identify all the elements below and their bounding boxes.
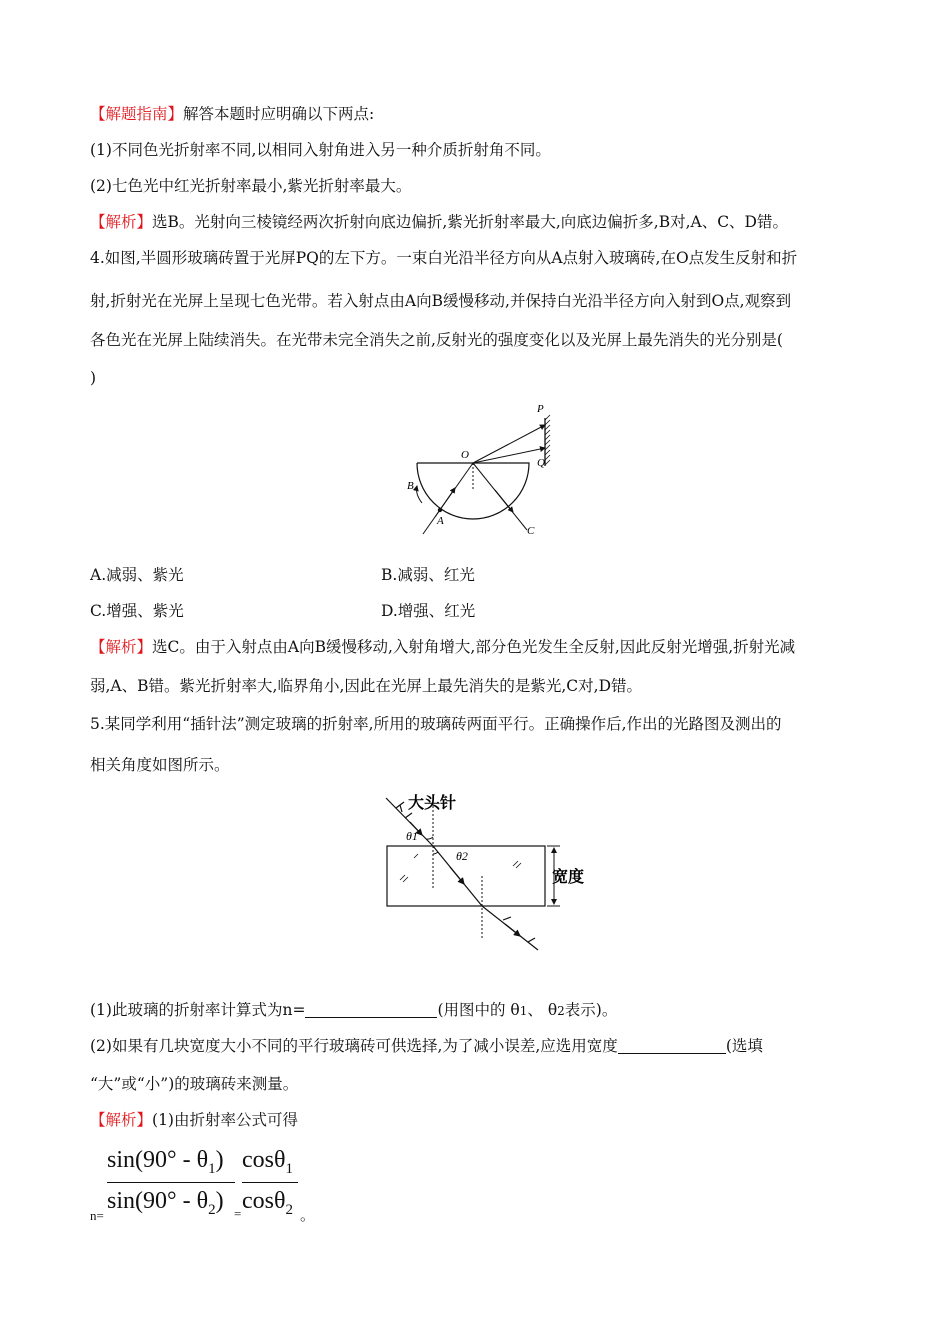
analysis-4-tag: 【解析】: [90, 638, 153, 656]
q4-line-3: 各色光在光屏上陆续消失。在光带未完全消失之前,反射光的强度变化以及光屏上最先消失的光分别是(: [90, 331, 783, 349]
hint-point-2: (2)七色光中红光折射率最小,紫光折射率最大。: [90, 177, 412, 195]
hint-tag: 【解题指南】: [90, 105, 184, 123]
ray-in-glass-arrow: [450, 867, 464, 884]
screen-hatch: [545, 415, 550, 465]
width-label: 宽度: [552, 867, 585, 886]
formula-period: 。: [300, 1206, 316, 1224]
incident-ray-arrow: [435, 488, 455, 517]
q5-sub1-sub2: 2: [557, 1004, 565, 1018]
hint-point-1: (1)不同色光折射率不同,以相同入射角进入另一种介质折射角不同。: [90, 141, 551, 159]
q4-line-4: ): [90, 369, 97, 387]
q5-sub1-suffix-c: 表示)。: [564, 1001, 618, 1019]
analysis-5: [90, 1110, 298, 1130]
formula-denominator-1: $\sin(90^\circ - \theta_2)$: [107, 1188, 224, 1218]
q5-line-1: 5.某同学利用“插针法”测定玻璃的折射率,所用的玻璃砖两面平行。正确操作后,作出的光路图及测出的: [90, 715, 782, 733]
theta1-arc: [426, 837, 433, 839]
label-p: P: [537, 403, 544, 415]
q4-line-2: 射,折射光在光屏上呈现七色光带。若入射点由A向B缓慢移动,并保持白光沿半径方向入射到O点,观察到: [90, 292, 792, 310]
reflected-ray-arrow: [495, 490, 513, 512]
refracted-ray-upper: [473, 425, 545, 463]
analysis-4-line-1: [90, 637, 795, 657]
analysis-4-line-2: 弱,A、B错。紫光折射率大,临界角小,因此在光屏上最先消失的是紫光,C对,D错。: [90, 677, 643, 695]
q5-sub1-sub1: 1: [519, 1004, 528, 1018]
q5-sub1-prefix: (1)此玻璃的折射率计算式为n=: [90, 1001, 306, 1019]
q4-options-row-2: [90, 601, 476, 621]
option-d: D.增强、红光: [381, 602, 476, 620]
option-b: B.减弱、红光: [381, 566, 475, 584]
answer-blank-2[interactable]: [618, 1037, 726, 1054]
q4-figure-semicircle-prism: [395, 398, 565, 543]
label-o: O: [461, 449, 469, 461]
analysis-5-tag: 【解析】: [90, 1111, 153, 1129]
formula-denominator-2: cosθ$_2$: [242, 1188, 293, 1218]
hint-intro: 解答本题时应明确以下两点:: [183, 105, 375, 123]
option-a: A.减弱、紫光: [90, 566, 184, 584]
q5-sub-2-line-2: “大”或“小”)的玻璃砖来测量。: [90, 1075, 299, 1093]
theta2-arc: [433, 852, 438, 854]
analysis-3-tag: 【解析】: [90, 213, 153, 231]
pin-label: 大头针: [408, 793, 457, 812]
q5-sub-2: [90, 1036, 763, 1056]
theta1-label: θ1: [406, 829, 418, 843]
analysis-4-text-1: 选C。由于入射点由A向B缓慢移动,入射角增大,部分色光发生全反射,因此反射光增强,折射光减: [152, 638, 796, 656]
formula-numerator-1: $\sin(90^\circ - \theta_1)$: [107, 1147, 224, 1177]
formula-n-label: n=: [90, 1208, 104, 1223]
a-to-b-arrow: [417, 486, 422, 503]
q5-sub2-suffix: (选填: [725, 1037, 763, 1055]
option-c: C.增强、紫光: [90, 602, 184, 620]
point-a: [438, 508, 442, 512]
q5-sub1-suffix-b: 、 θ: [527, 1001, 558, 1019]
q4-options-row-1: [90, 565, 475, 585]
outgoing-ray-arrow: [505, 924, 520, 936]
q5-line-2: 相关角度如图所示。: [90, 756, 230, 774]
answer-blank-1[interactable]: [305, 1001, 437, 1018]
formula-equals: =: [234, 1206, 242, 1221]
hint-intro-line: [90, 104, 374, 124]
label-q: Q: [537, 457, 545, 469]
q5-sub1-suffix-a: (用图中的 θ: [437, 1001, 520, 1019]
refracted-ray-lower: [473, 448, 545, 463]
formula-numerator-2: cosθ$_1$: [242, 1147, 293, 1177]
q5-sub-1: [90, 1000, 617, 1021]
label-b: B: [407, 480, 414, 492]
analysis-5-text: (1)由折射率公式可得: [152, 1111, 298, 1129]
q5-figure-parallel-glass: [370, 788, 600, 958]
pins: [396, 802, 535, 942]
fraction-bar-2: [242, 1182, 298, 1183]
analysis-3: [90, 212, 788, 232]
label-a: A: [437, 515, 444, 527]
fraction-bar-1: [107, 1182, 235, 1183]
q4-line-1: 4.如图,半圆形玻璃砖置于光屏PQ的左下方。一束白光沿半径方向从A点射入玻璃砖,在O点发生反射和折: [90, 249, 798, 267]
theta2-label: θ2: [456, 849, 468, 863]
q5-sub2-prefix: (2)如果有几块宽度大小不同的平行玻璃砖可供选择,为了减小误差,应选用宽度: [90, 1037, 618, 1055]
label-c: C: [527, 525, 535, 537]
analysis-3-text: 选B。光射向三棱镜经两次折射向底边偏折,紫光折射率最大,向底边偏折多,B对,A、C、D错。: [152, 213, 788, 231]
